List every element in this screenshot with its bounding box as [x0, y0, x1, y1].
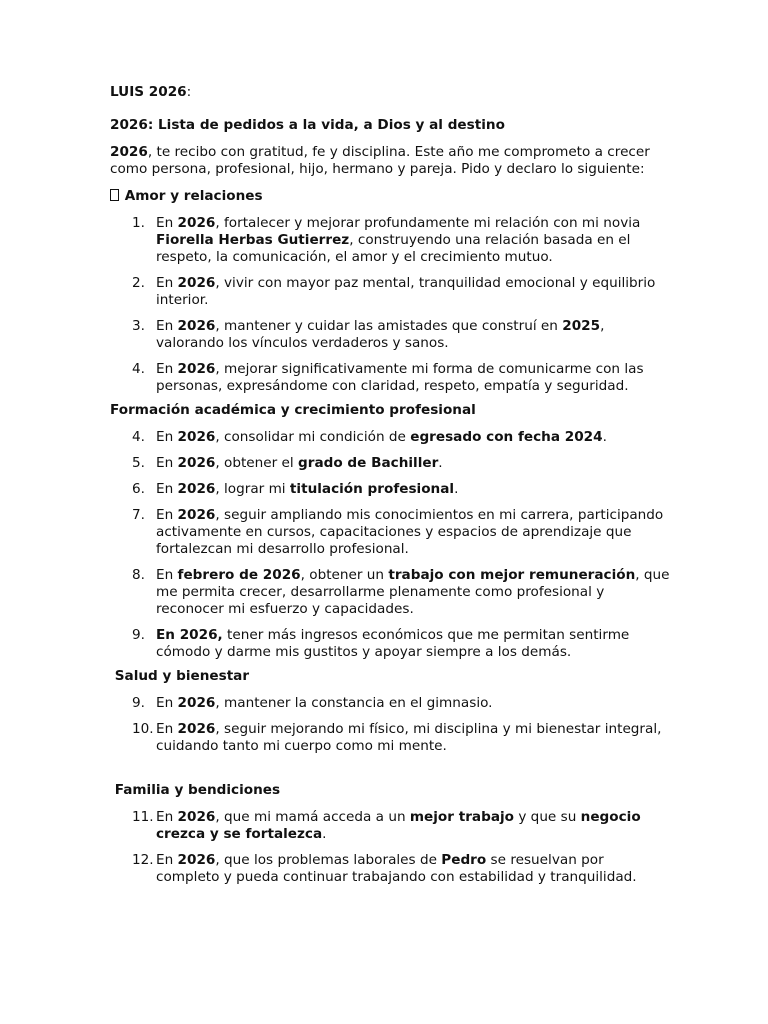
section-heading-familia: Familia y bendiciones — [110, 782, 281, 798]
list-item-text: , obtener un — [300, 567, 389, 583]
section-heading-formacion: Formación académica y crecimiento profesional — [110, 402, 476, 418]
list-item-text: , seguir ampliando mis conocimientos en mi carrera, participando activamente en cursos, capacitaciones y espacios de aprendizaje que fortalezcan mi desarrollo profesional. — [156, 507, 664, 557]
intro-text: , te recibo con gratitud, fe y disciplina. Este año me comprometo a crecer como persona, profesional, hijo, hermano y pareja. Pido y declaro lo siguiente: — [110, 144, 650, 177]
list-item-bold-text: 2026 — [177, 695, 216, 711]
list-item-number: 4. — [132, 429, 145, 445]
list-item-text: y que su — [514, 809, 581, 825]
list-item-number: 2. — [132, 275, 145, 291]
list-item-text: , consolidar mi condición de — [215, 429, 411, 445]
list-item-number: 12. — [132, 852, 154, 868]
list-item-bold-text: 2026 — [177, 507, 216, 523]
list-item-bold-text: 2025 — [562, 318, 601, 334]
document-subtitle: 2026: Lista de pedidos a la vida, a Dios y al destino — [110, 117, 505, 133]
list-item-text: , mantener y cuidar las amistades que construí en — [215, 318, 563, 334]
list-item-text: En — [156, 507, 178, 523]
list-item-text: En — [156, 361, 178, 377]
list-item-text: En — [156, 429, 178, 445]
list-item-bold-text: 2026 — [177, 852, 216, 868]
list-item-text: En — [156, 318, 178, 334]
list-item-text: . — [322, 826, 327, 842]
list-item-bold-text: 2026 — [177, 361, 216, 377]
placeholder-glyph-icon — [110, 189, 119, 201]
list-item-text: En — [156, 852, 178, 868]
list-item-bold-text: febrero de 2026 — [177, 567, 301, 583]
list-item-bold-text: 2026 — [177, 318, 216, 334]
list-item — [110, 455, 670, 472]
list-item — [110, 809, 670, 843]
section-heading-salud: Salud y bienestar — [110, 668, 250, 684]
list-item-bold-text: 2026 — [177, 215, 216, 231]
list-item-text: , construyendo una relación basada en el respeto, la comunicación, el amor y el crecimiento mutuo. — [156, 232, 631, 265]
list-item-text: En — [156, 721, 178, 737]
list-item — [110, 275, 670, 309]
list-familia — [110, 809, 670, 886]
list-item-bold-text: Pedro — [441, 852, 487, 868]
list-item-text: . — [438, 455, 443, 471]
list-item-bold-text: titulación profesional — [289, 481, 455, 497]
list-item-number: 9. — [132, 695, 145, 711]
list-item-number: 10. — [132, 721, 154, 737]
list-item — [110, 852, 670, 886]
list-item-text: En — [156, 275, 178, 291]
list-item-text: En — [156, 215, 178, 231]
list-item-number: 5. — [132, 455, 145, 471]
list-item-number: 6. — [132, 481, 145, 497]
list-item-text: , lograr mi — [215, 481, 290, 497]
list-item-text: En — [156, 567, 178, 583]
list-item-text: En — [156, 695, 178, 711]
list-item — [110, 695, 670, 712]
list-item — [110, 318, 670, 352]
list-item — [110, 429, 670, 446]
list-item-number: 4. — [132, 361, 145, 377]
section-heading-amor — [110, 188, 670, 205]
list-item-text: , valorando los vínculos verdaderos y sanos. — [156, 318, 605, 351]
list-item-text: En — [156, 809, 178, 825]
section-heading-amor-text: Amor y relaciones — [120, 188, 263, 204]
list-item-text: , obtener el — [215, 455, 299, 471]
list-item-bold-text: 2026 — [177, 481, 216, 497]
list-item — [110, 567, 670, 618]
list-item-bold-text: 2026 — [177, 721, 216, 737]
list-formacion — [110, 429, 670, 661]
list-item-text: , mantener la constancia en el gimnasio. — [215, 695, 493, 711]
list-item-bold-text: egresado con fecha 2024 — [410, 429, 603, 445]
list-item-bold-text: negocio crezca y se fortalezca — [156, 809, 641, 842]
list-amor — [110, 215, 670, 395]
list-item — [110, 721, 670, 755]
list-item-text: , que me permita crecer, desarrollarme plenamente como profesional y reconocer mi esfuerzo y capacidades. — [156, 567, 670, 617]
list-item-bold-text: trabajo con mejor remuneración — [388, 567, 636, 583]
list-item-bold-text: 2026 — [177, 455, 216, 471]
list-item-text: . — [454, 481, 459, 497]
list-item-number: 11. — [132, 809, 154, 825]
list-item-text: se resuelvan por completo y pueda continuar trabajando con estabilidad y tranquilidad. — [156, 852, 637, 885]
list-item — [110, 215, 670, 266]
list-item-text: En — [156, 481, 178, 497]
title-rest: : — [186, 84, 192, 100]
list-item-bold-text: grado de Bachiller — [298, 455, 439, 471]
list-item-text: En — [156, 455, 178, 471]
list-item-text: , que mi mamá acceda a un — [215, 809, 410, 825]
list-item-bold-text: mejor trabajo — [409, 809, 514, 825]
list-item-text: . — [602, 429, 607, 445]
list-item-bold-text: 2026 — [177, 809, 216, 825]
list-item-number: 8. — [132, 567, 145, 583]
list-item-number: 1. — [132, 215, 145, 231]
list-item — [110, 361, 670, 395]
list-item — [110, 627, 670, 661]
list-item-text: , fortalecer y mejorar profundamente mi relación con mi novia — [215, 215, 641, 231]
document-title — [110, 84, 670, 101]
list-item-number: 9. — [132, 627, 145, 643]
list-item-number: 7. — [132, 507, 145, 523]
list-item-text: , mejorar significativamente mi forma de comunicarme con las personas, expresándome con claridad, respeto, empatía y seguridad. — [156, 361, 644, 394]
list-item — [110, 481, 670, 498]
list-item-text: , seguir mejorando mi físico, mi disciplina y mi bienestar integral, cuidando tanto mi cuerpo como mi mente. — [156, 721, 662, 754]
list-item-text: tener más ingresos económicos que me permitan sentirme cómodo y darme mis gustitos y apoyar siempre a los demás. — [156, 627, 630, 660]
list-item-text: , vivir con mayor paz mental, tranquilidad emocional y equilibrio interior. — [156, 275, 656, 308]
list-item-bold-text: En 2026, — [156, 627, 223, 643]
list-salud — [110, 695, 670, 755]
title-bold: LUIS 2026 — [110, 84, 187, 100]
list-item-bold-text: 2026 — [177, 275, 216, 291]
list-item-text: , que los problemas laborales de — [215, 852, 442, 868]
list-item-bold-text: 2026 — [177, 429, 216, 445]
intro-bold: 2026 — [110, 144, 148, 160]
intro-paragraph — [110, 144, 670, 178]
document-page — [110, 84, 670, 895]
list-item-number: 3. — [132, 318, 145, 334]
list-item-bold-text: Fiorella Herbas Gutierrez — [156, 232, 350, 248]
list-item — [110, 507, 670, 558]
